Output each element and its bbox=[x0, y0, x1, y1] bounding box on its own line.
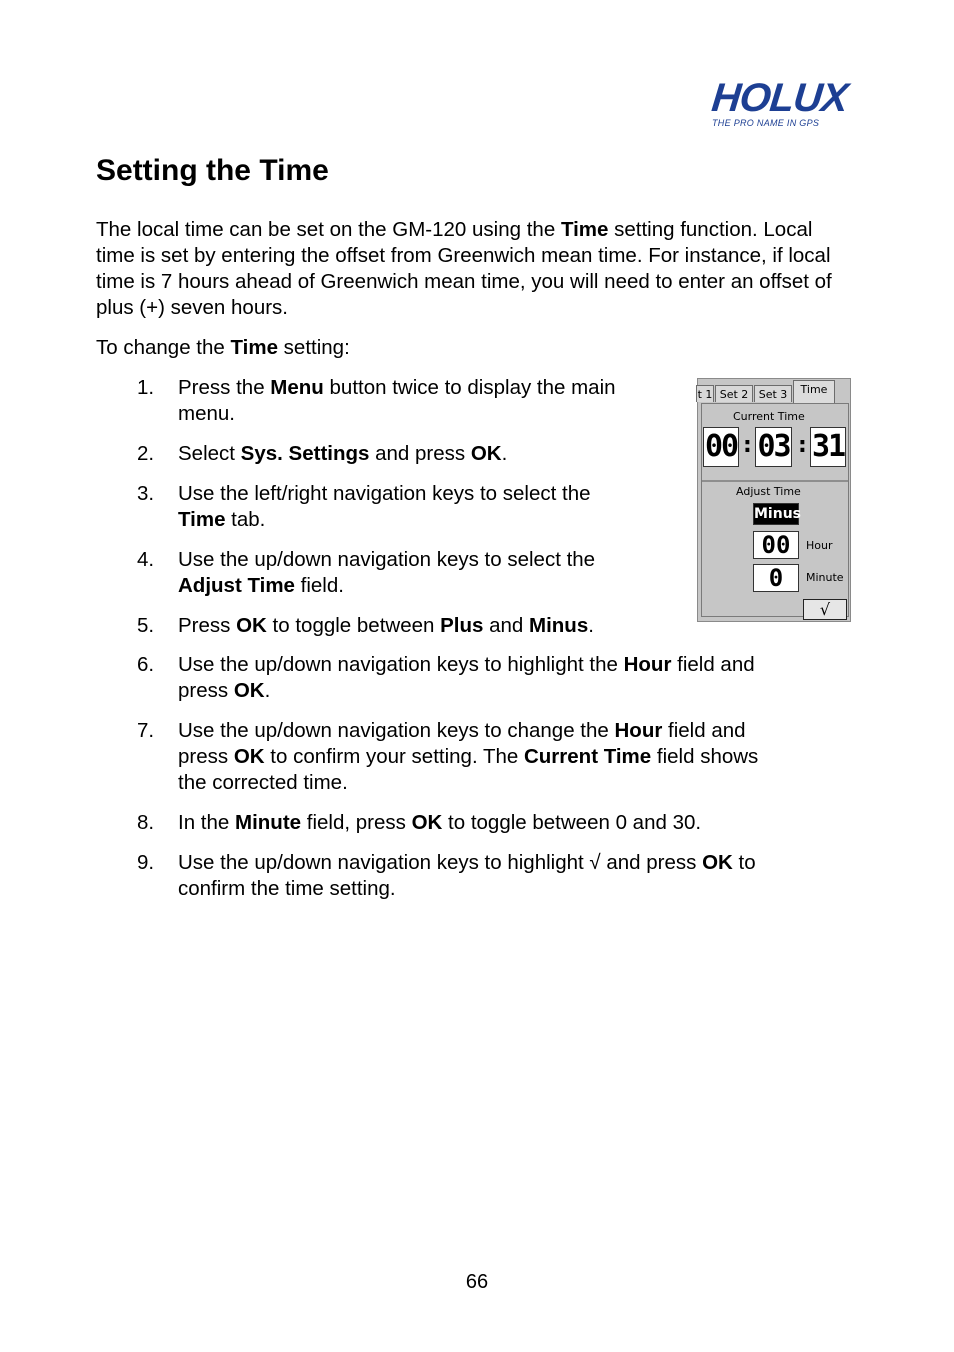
step-text-run: . bbox=[501, 442, 508, 465]
intro-text-a: The local time can be set on the GM-120 using the bbox=[96, 218, 561, 241]
step-text-run: press bbox=[178, 679, 234, 702]
step-text-run: . bbox=[588, 614, 594, 637]
confirm-button[interactable]: √ bbox=[803, 599, 847, 620]
device-time-screen bbox=[697, 378, 851, 622]
step-text-run: Use the left/right navigation keys to select the bbox=[178, 482, 591, 505]
step-bold-term: OK bbox=[411, 811, 443, 834]
tab-bar bbox=[698, 379, 852, 403]
step-text bbox=[178, 481, 591, 533]
step-text-run: field and bbox=[671, 653, 755, 676]
sign-field[interactable]: Minus bbox=[753, 503, 799, 525]
step-number: 6. bbox=[137, 653, 155, 676]
step-line bbox=[178, 850, 756, 876]
page-title: Setting the Time bbox=[96, 154, 329, 187]
step-text-run: the corrected time. bbox=[178, 771, 348, 794]
tab-time[interactable]: Time bbox=[793, 380, 835, 404]
logo-tagline: THE PRO NAME IN GPS bbox=[712, 118, 820, 128]
current-seconds: 31 bbox=[810, 427, 846, 467]
to-change-paragraph bbox=[96, 335, 350, 361]
step-bold-term: Sys. Settings bbox=[240, 442, 370, 465]
minute-label: Minute bbox=[806, 571, 844, 584]
tab-set2[interactable]: Set 2 bbox=[715, 385, 753, 402]
step-line bbox=[178, 744, 758, 770]
tab-set3[interactable]: Set 3 bbox=[754, 385, 792, 402]
step-bold-term: Minute bbox=[235, 811, 302, 834]
step-line bbox=[178, 375, 616, 401]
step-text bbox=[178, 547, 595, 599]
step-text-run: Use the up/down navigation keys to highlight the bbox=[178, 653, 624, 676]
step-bold-term: OK bbox=[233, 745, 265, 768]
current-hours: 00 bbox=[703, 427, 739, 467]
step-text-run: to bbox=[732, 851, 756, 874]
step-bold-term: OK bbox=[470, 442, 502, 465]
page-number: 66 bbox=[465, 1271, 489, 1293]
step-number: 1. bbox=[137, 376, 155, 399]
step-number: 5. bbox=[137, 614, 155, 637]
holux-logo bbox=[706, 76, 848, 140]
step-bold-term: Adjust Time bbox=[178, 574, 295, 597]
step-text-run: Press bbox=[178, 614, 237, 637]
step-bold-term: Menu bbox=[270, 376, 324, 399]
step-text-run: to toggle between bbox=[266, 614, 441, 637]
step-number: 9. bbox=[137, 851, 155, 874]
step-text-run: press bbox=[178, 745, 234, 768]
step-line bbox=[178, 547, 595, 573]
step-number: 3. bbox=[137, 482, 155, 505]
hour-field[interactable]: 00 bbox=[753, 531, 799, 559]
step-bold-term: OK bbox=[233, 679, 265, 702]
step-line bbox=[178, 573, 595, 599]
step-line bbox=[178, 481, 591, 507]
step-text-run: tab. bbox=[225, 508, 266, 531]
step-text-run: field. bbox=[294, 574, 344, 597]
step-line bbox=[178, 401, 616, 427]
step-line bbox=[178, 770, 758, 796]
step-number: 2. bbox=[137, 442, 155, 465]
to-change-post: setting: bbox=[277, 336, 350, 359]
step-bold-term: Hour bbox=[614, 719, 663, 742]
step-line bbox=[178, 613, 594, 639]
adjust-time-label: Adjust Time bbox=[736, 485, 801, 498]
step-bold-term: Current Time bbox=[523, 745, 652, 768]
step-text-run: Select bbox=[178, 442, 241, 465]
current-minutes: 03 bbox=[755, 427, 792, 467]
step-text-run: field and bbox=[662, 719, 746, 742]
step-text bbox=[178, 810, 701, 836]
step-number: 8. bbox=[137, 811, 155, 834]
step-line bbox=[178, 678, 755, 704]
step-line bbox=[178, 876, 756, 902]
intro-text-b: setting function. Local time is set by entering the offset from Greenwich mean time. For instance, if local time is 7 hours ahead of Greenwich mean time, you will need to enter an offset of plus (+) seven hours. bbox=[96, 218, 832, 319]
step-line bbox=[178, 718, 758, 744]
step-text-run: to toggle between 0 and 30. bbox=[442, 811, 702, 834]
step-bold-term: Minus bbox=[529, 614, 589, 637]
step-bold-term: Time bbox=[178, 508, 226, 531]
step-bold-term: Plus bbox=[440, 614, 484, 637]
intro-paragraph bbox=[96, 217, 856, 321]
step-text-run: confirm the time setting. bbox=[178, 877, 396, 900]
step-bold-term: Hour bbox=[623, 653, 672, 676]
step-text bbox=[178, 652, 755, 704]
step-text-run: field shows bbox=[651, 745, 759, 768]
minute-field[interactable]: 0 bbox=[753, 564, 799, 592]
step-bold-term: OK bbox=[236, 614, 267, 637]
step-bold-term: OK bbox=[702, 851, 733, 874]
step-text bbox=[178, 613, 594, 639]
step-text-run: field, press bbox=[301, 811, 412, 834]
panel-divider bbox=[702, 480, 848, 482]
step-text-run: and bbox=[483, 614, 530, 637]
step-text-run: menu. bbox=[178, 402, 235, 425]
step-text-run: button twice to display the main bbox=[323, 376, 616, 399]
colon-1: : bbox=[743, 433, 752, 458]
step-text-run: Press the bbox=[178, 376, 271, 399]
to-change-bold: Time bbox=[230, 336, 278, 359]
colon-2: : bbox=[798, 433, 807, 458]
intro-bold-time: Time bbox=[560, 218, 609, 241]
step-number: 7. bbox=[137, 719, 155, 742]
step-text-run: Use the up/down navigation keys to select the bbox=[178, 548, 596, 571]
current-time-label: Current Time bbox=[733, 410, 805, 423]
logo-wordmark: HOLUX bbox=[709, 76, 850, 120]
step-text-run: Use the up/down navigation keys to change the bbox=[178, 719, 615, 742]
step-text-run: and press bbox=[369, 442, 471, 465]
step-line bbox=[178, 441, 507, 467]
step-text bbox=[178, 718, 758, 796]
step-text bbox=[178, 441, 507, 467]
step-number: 4. bbox=[137, 548, 155, 571]
step-text-run: Use the up/down navigation keys to highlight √ and press bbox=[178, 851, 703, 874]
step-text-run: In the bbox=[178, 811, 235, 834]
step-line bbox=[178, 810, 701, 836]
step-text bbox=[178, 375, 616, 427]
to-change-pre: To change the bbox=[96, 336, 231, 359]
tab-set1[interactable]: t 1 bbox=[696, 385, 714, 402]
step-text-run: to confirm your setting. The bbox=[264, 745, 524, 768]
step-text-run: . bbox=[264, 679, 271, 702]
step-line bbox=[178, 652, 755, 678]
step-text bbox=[178, 850, 756, 902]
hour-label: Hour bbox=[806, 539, 833, 552]
step-line bbox=[178, 507, 591, 533]
